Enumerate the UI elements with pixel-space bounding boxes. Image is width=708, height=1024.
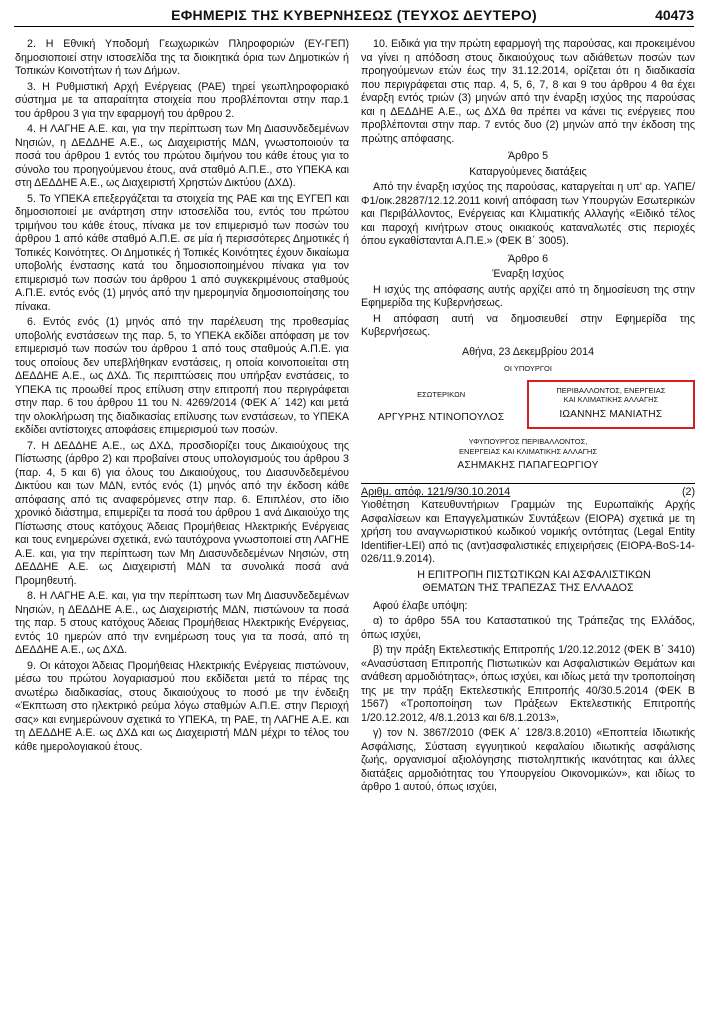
environment-minister-name: ΙΩΑΝΝΗΣ ΜΑΝΙΑΤΗΣ: [559, 408, 663, 420]
environment-minister-label-1: ΠΕΡΙΒΑΛΛΟΝΤΟΣ, ΕΝΕΡΓΕΙΑΣ: [556, 385, 666, 395]
right-column: [361, 38, 695, 1024]
paragraph-4: 4. Η ΛΑΓΗΕ Α.Ε. και, για την περίπτωση των Μη Διασυνδεδεμένων Νησιών, η ΔΕΔΔΗΕ Α.Ε., ως Διαχειριστής ΜΔΝ, γνωστοποιούν τα ποσά του άρθρου 1 εντός του πρώτου διμήνου του κάθε έτους για το σύνολο του προηγούμενου έτους, ανά σταθμό Α.Π.Ε., στο ΥΠΕΚΑ και στη ΔΕΔΔΗΕ Α.Ε., ως Διαχειριστή Χρηστών Δικτύου (ΔΧΔ).: [15, 123, 349, 189]
committee-heading-1: Η ΕΠΙΤΡΟΠΗ ΠΙΣΤΩΤΙΚΩΝ ΚΑΙ ΑΣΦΑΛΙΣΤΙΚΩΝ: [417, 568, 651, 581]
article-6-text-2: Η απόφαση αυτή να δημοσιευθεί στην Εφημερίδα της Κυβερνήσεως.: [361, 312, 695, 338]
signatures-row: [361, 380, 695, 430]
page-number: 40473: [655, 7, 694, 23]
article-6-title: Άρθρο 6: [507, 252, 549, 265]
paragraph-8: 8. Η ΛΑΓΗΕ Α.Ε. και, για την περίπτωση των Μη Διασυνδεδεμένων Νησιών, η ΔΕΔΔΗΕ Α.Ε., ως Διαχειριστής ΜΔΝ, πιστώνουν τα ποσά της παρ. 5 στους κατόχους Άδειας Προμήθειας Ηλεκτρικής Ενέργειας, εντός 10 ημερών από την ενημέρωση τους για τα ποσά, από τη ΔΕΔΔΗΕ Α.Ε., ως ΔΧΔ.: [15, 590, 349, 656]
paragraph-5: 5. Το ΥΠΕΚΑ επεξεργάζεται τα στοιχεία της ΡΑΕ και της ΕΥΓΕΠ και δημοσιοποιεί με ανάρτηση στην ιστοσελίδα του, εντός του πρώτου τριμήνου του κάθε έτους, πίνακα με τον επιμερισμό των ποσών του άρθρου 1 από κάθε σταθμό Α.Π.Ε. σε μία ή περισσότερες Δημοτικές ή Τοπικές Κοινότητες. Οι Δημοτικές ή Τοπικές Κοινότητες έχουν δικαίωμα υποβολής ένστασης κατά του δημοσιοποιημένου πίνακα για τον επιμερισμό των ποσών του άρθρου 1 από συγκεκριμένους σταθμούς Α.Π.Ε. εντός ενός (1) μηνός από την ημερομηνία δημοσιοποίησης του πίνακα.: [15, 192, 349, 313]
article-5-text: Από την έναρξη ισχύος της παρούσας, καταργείται η υπ' αρ. ΥΑΠΕ/Φ1/οικ.28287/12.12.2011 κοινή απόφαση των Υπουργών Εσωτερικών και Περιβάλλοντος, Ενέργειας και Κλιματικής Αλλαγής «Ειδικό τέλος και παροχή κινήτρων στους οικιακούς καταναλωτές στις περιοχές όπου εγκαθίστανται Α.Π.Ε.» (ΦΕΚ Β΄ 3005).: [361, 181, 695, 247]
interior-minister-name: ΑΡΓΥΡΗΣ ΝΤΙΝΟΠΟΥΛΟΣ: [377, 412, 505, 423]
paragraph-7: 7. Η ΔΕΔΔΗΕ Α.Ε., ως ΔΧΔ, προσδιορίζει τους Δικαιούχους της Πίστωσης (άρθρο 2) και προβαίνει στους υπολογισμούς του άρθρου 3 (παρ. 4, 5 και 6) για όλους του Δικαιούχους, του Διασυνδεδεμένου Δικτύου και των ΜΔΝ, εντός ενός (1) μηνός από την έκδοση κάθε απόφασης από τις αναφερόμενες στην παρ. 6. Επιπλέον, στο ίδιο χρονικό διάστημα, επιμερίζει τα ποσά του άρθρου 1 ανά Δικαιούχο της Πίστωσης στους κατόχους Άδειας Προμήθειας Ηλεκτρικής Ενέργειας και τους ενημερώνει σχετικά, ενώ ταυτόχρονα γνωστοποιεί στη ΛΑΓΗΕ Α.Ε. και, για την περίπτωση των Μη Διασυνδεδεμένων Νησιών, στη ΔΕΔΔΗΕ Α.Ε. ως Διαχειριστή ΜΔΝ τα συνολικά ποσά ανά Προμηθευτή.: [15, 439, 349, 587]
decision-reference-line: [361, 483, 695, 500]
article-6-subtitle: Έναρξη Ισχύος: [492, 268, 564, 280]
decision-reference: Αριθμ. απόφ. 121/9/30.10.2014: [361, 485, 511, 498]
decision-number: (2): [681, 485, 695, 498]
page-header: [14, 6, 694, 27]
committee-heading-2: ΘΕΜΑΤΩΝ ΤΗΣ ΤΡΑΠΕΖΑΣ ΤΗΣ ΕΛΛΑΔΟΣ: [422, 582, 634, 594]
signing-date: Αθήνα, 23 Δεκεμβρίου 2014: [461, 345, 595, 358]
interior-minister-label: ΕΣΩΤΕΡΙΚΩΝ: [417, 389, 466, 399]
consideration-a: α) το άρθρο 55Α του Καταστατικού της Τράπεζας της Ελλάδος, όπως ισχύει,: [361, 615, 695, 641]
left-column: [15, 38, 349, 1024]
consideration-c: γ) τον Ν. 3867/2010 (ΦΕΚ Α΄ 128/3.8.2010) «Εποπτεία Ιδιωτικής Ασφάλισης, Σύσταση εγγυητικού κεφαλαίου ιδιωτικής ασφάλισης ζωής, οργανισμοί αξιολόγησης πιστοληπτικής ικανότητας και άλλες διατάξεις αρμοδιότητας του Υπουργείου Οικονομικών», και ιδίως το άρθρο 1 αυτού, όπως ισχύει,: [361, 727, 695, 793]
signature-interior: [361, 380, 521, 430]
paragraph-3: 3. Η Ρυθμιστική Αρχή Ενέργειας (ΡΑΕ) τηρεί γεωπληροφοριακό σύστημα με τα απαραίτητα στοιχεία που προβλέπονται στην παρ.1 του άρθρου 3 για την εφαρμογή του άρθρου 2.: [15, 80, 349, 120]
article-5-subtitle: Καταργούμενες διατάξεις: [469, 165, 587, 178]
gazette-title: ΕΦΗΜΕΡΙΣ ΤΗΣ ΚΥΒΕΡΝΗΣΕΩΣ (ΤΕΥΧΟΣ ΔΕΥΤΕΡΟ): [171, 7, 537, 23]
article-6-text-1: Η ισχύς της απόφασης αυτής αρχίζει από τη δημοσίευση της στην Εφημερίδα της Κυβερνήσεως.: [361, 283, 695, 309]
deputy-minister-label-2: ΕΝΕΡΓΕΙΑΣ ΚΑΙ ΚΛΙΜΑΤΙΚΗΣ ΑΛΛΑΓΗΣ: [459, 446, 597, 456]
ministers-label: ΟΙ ΥΠΟΥΡΓΟΙ: [504, 364, 552, 373]
consideration-b: β) την πράξη Εκτελεστικής Επιτροπής 1/20.12.2012 (ΦΕΚ Β΄ 3410) «Ανασύσταση Επιτροπής Πιστωτικών και Ασφαλιστικών Θεμάτων και ανάθεση αρμοδιότητας», όπως ισχύει, και ιδίως μετά την τροποποίηση της με την πράξη Εκτελεστικής Επιτροπής 40/30.5.2014 (ΦΕΚ Β 1567) «Τροποποίηση των Πράξεων Εκτελεστικής Επιτροπής 1/20.12.2012, 4/8.1.2013 και 6/8.1.2013»,: [361, 644, 695, 724]
paragraph-2: 2. Η Εθνική Υποδομή Γεωχωρικών Πληροφοριών (ΕΥ-ΓΕΠ) δημοσιοποιεί στην ιστοσελίδα της τα διοικητικά όρια των Δημοτικών ή Τοπικών Κοινοτήτων ή των Δήμων.: [15, 38, 349, 77]
environment-minister-label-2: ΚΑΙ ΚΛΙΜΑΤΙΚΗΣ ΑΛΛΑΓΗΣ: [563, 395, 659, 404]
article-5-title: Άρθρο 5: [507, 150, 549, 162]
paragraph-6: 6. Εντός ενός (1) μηνός από την παρέλευση της προθεσμίας υποβολής ενστάσεων της παρ. 5, το ΥΠΕΚΑ εκδίδει απόφαση με τον επιμερισμό των ποσών του άρθρου 1 από τους σταθμούς Α.Π.Ε. για τους οποίους δεν υπεβλήθηκαν ενστάσεις, η οποία κοινοποιείται στη ΔΕΔΔΗΕ Α.Ε., ως ΔΧΔ. Τις περιπτώσεις που υπήρξαν ενστάσεις, το ΥΠΕΚΑ τις προωθεί προς επίλυση στην επιτροπή που περιγράφεται στην παρ. 6 του άρθρου 11 του Ν. 4269/2014 (ΦΕΚ Α΄ 142) και μετά την ολοκλήρωση της διαδικασίας επίλυσης των ενστάσεων, το ΥΠΕΚΑ εκδίδει αντίστοιχες αποφάσεις επιμερισμού των ποσών.: [15, 316, 349, 436]
paragraph-10: 10. Ειδικά για την πρώτη εφαρμογή της παρούσας, και προκειμένου να γίνει η απόδοση στους δικαιούχους των αδιάθετων ποσών των προηγούμενων ετών έως την 31.12.2014, ορίζεται ότι η διαδικασία που περιγράφεται στις παρ. 4, 5, 6, 7, 8 και 9 του άρθρου 4 θα έχει έναρξη εντός τριών (3) μηνών από την έναρξη ισχύος της παρούσας και η ΔΕΔΔΗΕ Α.Ε., ως ΔΧΔ θα πρέπει να κάνει τις ενέργειες που προβλέπονται στην παρ. 7 εντός δυο (2) μηνών από την έκδοση της πρώτης απόφασης.: [361, 38, 695, 145]
considering-intro: Αφού έλαβε υπόψη:: [373, 599, 468, 612]
paragraph-9: 9. Οι κάτοχοι Άδειας Προμήθειας Ηλεκτρικής Ενέργειας πιστώνουν, μέσω του πρώτου λογαριασμού που εκδίδεται μετά το πέρας της ανωτέρω διαδικασίας, στους δικαιούχους το ποσό με την ένδειξη «Έκπτωση στο ηλεκτρικό ρεύμα λόγω σταθμών Α.Π.Ε. στην Περιοχή σας» και ενημερώνουν σχετικά το ΥΠΕΚΑ, τη ΡΑΕ, τη ΛΑΓΗΕ Α.Ε. και τη ΔΕΔΔΗΕ Α.Ε. ως ΔΧΔ και ως Διαχειριστή ΜΔΝ μέχρι το τέλος του κάθε ημερολογιακού έτους.: [15, 659, 349, 753]
deputy-minister-label-1: ΥΦΥΠΟΥΡΓΟΣ ΠΕΡΙΒΑΛΛΟΝΤΟΣ,: [468, 437, 588, 446]
deputy-minister-name: ΑΣΗΜΑΚΗΣ ΠΑΠΑΓΕΩΡΓΙΟΥ: [457, 460, 599, 471]
decision-title: Υιοθέτηση Κατευθυντήριων Γραμμών της Ευρωπαϊκής Αρχής Ασφαλίσεων και Επαγγελματικών Συντάξεων (ΕΙΟΡΑ) σχετικά με τη χρήση του αναγνωριστικού κωδικού νομικής οντότητας (Legal Entity Identifier-LEI) από τις (αντ)ασφαλιστικές επιχειρήσεις (ΕΙΟΡΑ-BoS-14-026/11.9.2014).: [361, 499, 695, 565]
signature-deputy: [361, 437, 695, 473]
signature-environment-highlighted: [527, 380, 695, 430]
